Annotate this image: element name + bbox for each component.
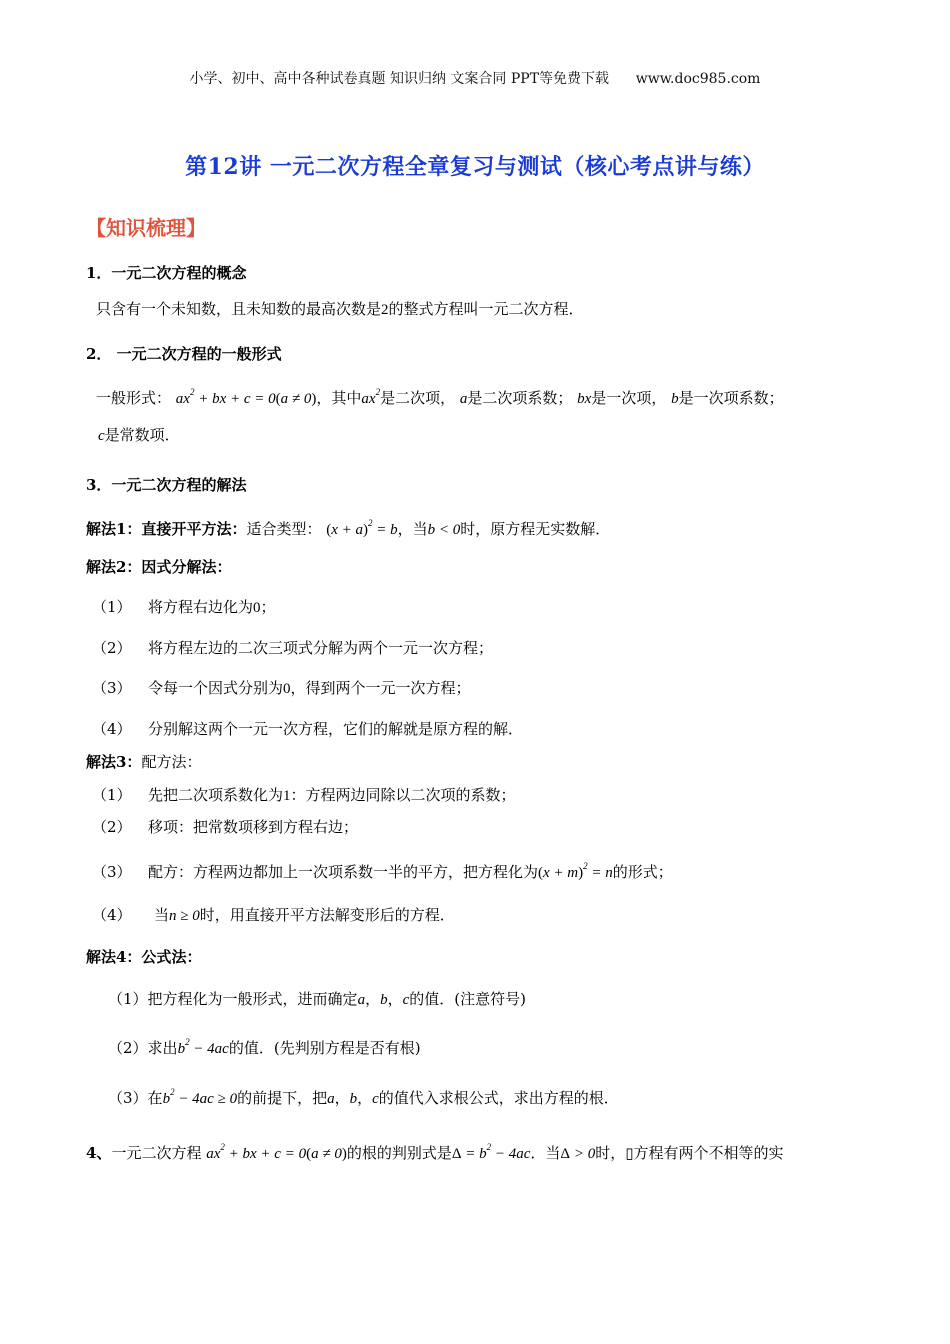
method2-item-3 — [92, 677, 471, 698]
method3-title: 配方法： — [141, 753, 202, 771]
s4-math-equation: $ax^2$ + bx + c = 0(a ≠ 0) — [206, 1142, 347, 1162]
s2-t6: 是常数项． — [104, 426, 180, 444]
s2-line2 — [98, 424, 180, 445]
s1-text-b: 的整式方程叫一元二次方程． — [388, 300, 584, 318]
s2-line1 — [96, 387, 784, 408]
method4-item-2 — [108, 1037, 421, 1058]
method1-label: 解法1：直接开平方法： — [86, 520, 247, 538]
general-form-math: $ax^2$ + bx + c = 0(a ≠ 0) — [175, 387, 317, 407]
item-number: （1） — [92, 598, 132, 616]
item-text: 移项：把常数项移到方程右边； — [148, 818, 359, 836]
method2-label: 解法2：因式分解法： — [86, 558, 232, 576]
method1-text-a: 适合类型： — [246, 520, 322, 538]
item-text: 配方：方程两边都加上一次项系数一半的平方，把方程化为 — [148, 863, 539, 881]
method4-item-1 — [108, 988, 526, 1009]
item-text-c: 的值代入求根公式，求出方程的根． — [378, 1089, 619, 1107]
item-text: 当 — [154, 906, 170, 924]
page-header — [0, 68, 950, 88]
item-number: （3） — [92, 863, 132, 881]
item-math: 0 — [253, 600, 261, 616]
method1-math: $(x + a)^2 = b$ — [326, 518, 398, 538]
method3-item-1 — [92, 784, 516, 805]
item-text-b: ，得到两个一元一次方程； — [290, 679, 471, 697]
method4-label: 解法4：公式法： — [86, 948, 202, 966]
item-text-b: ； — [260, 598, 276, 616]
s1-paragraph — [96, 298, 584, 319]
s4-line — [86, 1142, 783, 1163]
method1-text-c: 时，原方程无实数解． — [460, 520, 611, 538]
method2-item-2 — [92, 637, 493, 658]
item-number: （4） — [92, 906, 132, 924]
item-number: （2） — [92, 639, 132, 657]
item-text: 求出 — [147, 1039, 178, 1057]
method1-cond: b < 0 — [427, 522, 461, 538]
item-math: $b^2 - 4ac \ge 0$ — [162, 1087, 238, 1107]
math-bx: bx — [577, 391, 592, 407]
item-text-b: 的形式； — [612, 863, 673, 881]
item-text-b: 的值．(注意符号) — [409, 990, 526, 1008]
item-text: 令每一个因式分别为 — [148, 679, 284, 697]
item-math: $b^2 - 4ac$ — [177, 1037, 229, 1057]
math-c: c — [98, 428, 105, 444]
item-text-b: 时，用直接开平方法解变形后的方程． — [199, 906, 455, 924]
page-title: 第12讲 一元二次方程全章复习与测试（核心考点讲与练） — [185, 154, 765, 180]
item-text: 将方程左边的二次三项式分解为两个一元一次方程； — [148, 639, 494, 657]
s3-heading: 3．一元二次方程的解法 — [86, 476, 247, 494]
item-number: （1） — [92, 786, 132, 804]
s4-math-discriminant: $\Delta = b^2 - 4ac$ — [451, 1142, 531, 1162]
item-text: 把方程化为一般形式，进而确定 — [147, 990, 358, 1008]
item-number: （4） — [92, 720, 132, 738]
item-number: （2） — [92, 818, 132, 836]
item-math: n ≥ 0 — [169, 908, 200, 924]
s4-math-cond: Δ > 0 — [560, 1146, 596, 1162]
method3-item-2 — [92, 816, 358, 837]
s1-heading: 1．一元二次方程的概念 — [86, 264, 247, 282]
item-number: （2） — [108, 1039, 148, 1057]
math-a: a — [459, 391, 468, 407]
item-math: 0 — [283, 681, 291, 697]
method3-item-3 — [92, 861, 673, 882]
s4-text-d: 时，▯方程有两个不相等的实 — [595, 1144, 784, 1162]
s2-t1: ，其中 — [316, 389, 362, 407]
math-b: b — [671, 391, 679, 407]
s2-t2: 是二次项， — [380, 389, 456, 407]
method3-item-4 — [92, 904, 455, 925]
s4-label: 4、 — [86, 1144, 112, 1162]
s1-text-a: 只含有一个未知数，且未知数的最高次数是 — [96, 300, 382, 318]
s2-t5: 是一次项系数； — [678, 389, 784, 407]
s1-math: 2 — [381, 302, 389, 318]
item-math: 1 — [283, 788, 291, 804]
method3-line — [86, 751, 201, 772]
math-ax2: $ax^2$ — [361, 387, 381, 407]
method4-item-3 — [108, 1087, 619, 1108]
item-text: 分别解这两个一元一次方程，它们的解就是原方程的解． — [148, 720, 524, 738]
section-heading: 【知识梳理】 — [86, 216, 206, 240]
item-text: 在 — [147, 1089, 163, 1107]
item-text-b: ：方程两边同除以二次项的系数； — [290, 786, 516, 804]
item-number: （1） — [108, 990, 148, 1008]
item-math: a，b，c — [357, 992, 410, 1008]
header-text: 小学、初中、高中各种试卷真题 知识归纳 文案合同 PPT等免费下载 — [189, 71, 610, 87]
s2-t4: 是一次项， — [591, 389, 667, 407]
method1-line — [86, 518, 610, 539]
item-text: 将方程右边化为 — [148, 598, 254, 616]
item-math: $(x + m)^2 = n$ — [538, 861, 613, 881]
method1-text-b: ，当 — [397, 520, 428, 538]
s4-text-c: ．当 — [530, 1144, 561, 1162]
s4-text-a: 一元二次方程 — [111, 1144, 202, 1162]
s2-heading: 2． 一元二次方程的一般形式 — [86, 345, 282, 363]
method3-label: 解法3： — [86, 753, 142, 771]
method2-item-4 — [92, 718, 523, 739]
s2-label: 一般形式： — [96, 389, 172, 407]
s4-text-b: 的根的判别式是 — [346, 1144, 452, 1162]
item-text: 先把二次项系数化为 — [148, 786, 284, 804]
item-number: （3） — [108, 1089, 148, 1107]
item-text-b: 的前提下，把 — [237, 1089, 328, 1107]
item-number: （3） — [92, 679, 132, 697]
s2-t3: 是二次项系数； — [467, 389, 573, 407]
method2-item-1 — [92, 596, 276, 617]
item-math-abc: a，b，c — [327, 1091, 379, 1107]
item-text-b: 的值．(先判别方程是否有根) — [228, 1039, 421, 1057]
header-site[interactable]: www.doc985.com — [635, 71, 761, 87]
